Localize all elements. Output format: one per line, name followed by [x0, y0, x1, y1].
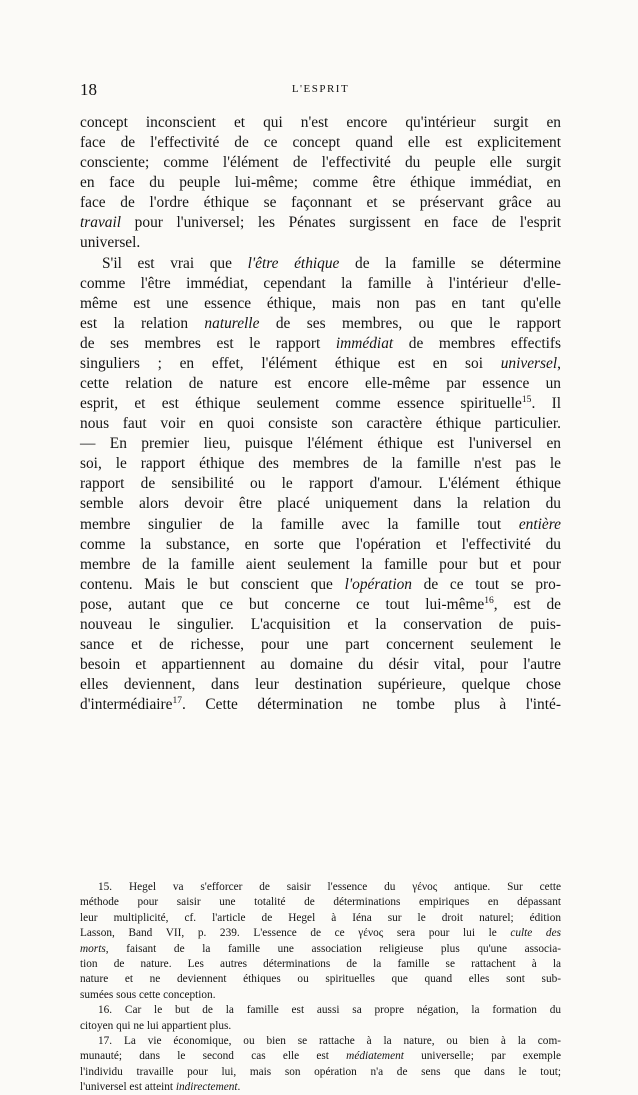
text-segment: , est de — [493, 595, 561, 613]
text-line — [80, 314, 561, 334]
footnotes — [80, 880, 561, 1095]
text-segment: universel. — [80, 234, 141, 252]
footnote-line — [80, 895, 561, 910]
text-segment: munauté; dans le second cas elle est — [80, 1050, 347, 1063]
italic-text: naturelle — [204, 314, 260, 332]
text-segment: de membres effectifs — [393, 334, 561, 352]
text-segment: rapport de sensibilité ou le rapport d'amour. L'élément éthique — [80, 475, 561, 493]
text-line — [80, 334, 561, 354]
footnote-line — [80, 1049, 561, 1064]
footnote-line — [80, 942, 561, 957]
text-line — [80, 254, 561, 274]
text-segment: de ses membres est le rapport — [80, 334, 336, 352]
text-line — [80, 474, 561, 494]
italic-text: culte des — [510, 927, 561, 940]
text-segment: contenu. Mais le but conscient que — [80, 575, 345, 593]
text-segment: l'individu travaille pour lui, mais son opération n'a de sens que dans le tout; — [80, 1065, 561, 1078]
italic-text: indirectement — [175, 1081, 238, 1094]
text-segment: citoyen qui ne lui appartient plus. — [80, 1019, 232, 1032]
italic-text: médiatement — [346, 1050, 404, 1063]
text-line — [80, 374, 561, 394]
text-segment: comme la substance, en sorte que l'opération et l'effectivité du — [80, 535, 561, 553]
text-segment: leur multiplicité, cf. l'article de Hegel à Iéna sur le droit naturel; édition — [80, 911, 561, 924]
text-segment: de ce tout se pro- — [411, 575, 561, 593]
text-line — [80, 655, 561, 675]
footnote-reference: 16 — [484, 594, 494, 606]
footnote-line — [80, 957, 561, 972]
text-segment: 15. Hegel va s'efforcer de saisir l'essence du γένος antique. Sur cette — [98, 881, 561, 893]
text-segment: 16. Car le but de la famille est aussi sa propre négation, la formation du — [98, 1004, 561, 1017]
footnote-line — [80, 880, 561, 895]
text-segment: nous faut voir en quoi consiste son caractère éthique particulier. — [80, 415, 561, 433]
footnote-line — [80, 926, 561, 941]
text-segment: membre singulier de la famille avec la famille tout — [80, 515, 519, 533]
text-segment: sance et de richesse, pour une part concernent seulement le — [80, 636, 561, 654]
text-segment: nouveau le singulier. L'acquisition et la conservation de puis- — [80, 615, 561, 633]
text-segment: semble alors devoir être placé uniquement dans la relation du — [80, 495, 561, 513]
footnote-line — [80, 1034, 561, 1049]
text-line — [80, 294, 561, 314]
text-line — [80, 193, 561, 213]
footnote-line — [80, 911, 561, 926]
footnote-line — [80, 1003, 561, 1018]
text-segment: universelle; par exemple — [403, 1050, 561, 1063]
text-segment: . Cette détermination ne tombe plus à l'inté- — [182, 696, 561, 714]
text-segment: méthode pour saisir une totalité de déterminations empiriques en dépassant — [80, 896, 561, 909]
text-segment: . — [237, 1081, 241, 1094]
text-line — [80, 133, 561, 153]
italic-text: l'opération — [344, 575, 412, 593]
text-segment: consciente; comme l'élément de l'effectivité du peuple elle surgit — [80, 154, 561, 172]
footnote-line — [80, 988, 561, 1003]
italic-text: universel — [500, 354, 558, 372]
text-segment: l'universel est atteint — [80, 1081, 176, 1094]
text-line — [80, 153, 561, 173]
text-segment: de ses membres, ou que le rapport — [259, 314, 561, 332]
text-line — [80, 515, 561, 535]
footnote-reference: 15 — [521, 393, 532, 405]
text-line — [80, 615, 561, 635]
footnote-line — [80, 972, 561, 987]
text-line — [80, 575, 561, 595]
footnote-line — [80, 1080, 561, 1095]
italic-text: morts — [80, 942, 106, 955]
footnote-line — [80, 1065, 561, 1080]
text-segment: est la relation — [80, 314, 205, 332]
text-line — [80, 454, 561, 474]
text-line — [80, 213, 561, 233]
text-line — [80, 233, 561, 253]
text-segment: face de l'ordre éthique se façonnant et se préservant grâce au — [80, 194, 561, 212]
main-text — [80, 113, 561, 715]
text-line — [80, 394, 561, 414]
text-line — [80, 635, 561, 655]
footnote-reference: 17 — [172, 695, 183, 707]
page-number: 18 — [80, 80, 97, 99]
text-segment: comme l'être immédiat, cependant la famille à l'intérieur d'elle- — [80, 274, 561, 292]
text-line — [80, 494, 561, 514]
italic-text: entière — [518, 515, 561, 533]
text-segment: elles deviennent, dans leur destination supérieure, quelque chose — [80, 676, 561, 694]
text-line — [80, 675, 561, 695]
text-line — [80, 274, 561, 294]
text-segment: pose, autant que ce but concerne ce tout lui-même — [80, 595, 485, 613]
text-segment: . Il — [531, 395, 561, 413]
running-title: L'ESPRIT — [291, 83, 350, 95]
italic-text: travail — [80, 214, 122, 232]
text-segment: esprit, et est éthique seulement comme essence spirituelle — [80, 395, 522, 413]
text-line — [80, 695, 561, 715]
text-segment: besoin et appartiennent au domaine du désir vital, pour l'autre — [80, 656, 561, 674]
text-segment: tion de nature. Les autres déterminations de la famille se rattachent à la — [80, 957, 561, 970]
text-line — [80, 555, 561, 575]
italic-text: l'être éthique — [247, 254, 340, 272]
text-segment: Lasson, Band VII, p. 239. L'essence de ce γένος sera pour lui le — [80, 927, 511, 940]
text-line — [80, 113, 561, 133]
page-header — [80, 80, 561, 102]
text-line — [80, 354, 561, 374]
text-segment: singuliers ; en effet, l'élément éthique est en soi — [80, 354, 501, 372]
footnote-line — [80, 1019, 561, 1034]
text-segment: concept inconscient et qui n'est encore qu'intérieur surgit en — [80, 114, 561, 131]
text-segment: , faisant de la famille une association religieuse plus qu'une associa- — [105, 942, 561, 955]
text-segment: membre de la famille aient seulement la famille pour but et pour — [80, 555, 561, 573]
text-line — [80, 535, 561, 555]
text-segment: face de l'effectivité de ce concept quand elle est explicitement — [80, 134, 561, 152]
text-line — [80, 173, 561, 193]
text-segment: , — [557, 354, 561, 372]
text-segment: S'il est vrai que — [102, 254, 248, 272]
text-segment: pour l'universel; les Pénates surgissent en face de l'esprit — [121, 214, 561, 232]
italic-text: immédiat — [335, 334, 394, 352]
text-segment: sumées sous cette conception. — [80, 988, 216, 1001]
text-line — [80, 434, 561, 454]
text-segment: cette relation de nature est encore elle-même par essence un — [80, 375, 561, 393]
text-segment: soi, le rapport éthique des membres de la famille n'est pas le — [80, 455, 561, 473]
text-line — [80, 595, 561, 615]
text-segment: — En premier lieu, puisque l'élément éthique est l'universel en — [80, 435, 561, 453]
text-line — [80, 414, 561, 434]
text-segment: 17. La vie économique, ou bien se rattache à la nature, ou bien à la com- — [98, 1034, 561, 1047]
text-segment: en face du peuple lui-même; comme être éthique immédiat, en — [80, 174, 561, 192]
text-segment: nature et ne deviennent éthiques ou spirituelles que quand elles sont sub- — [80, 973, 561, 986]
text-segment: d'intermédiaire — [80, 696, 173, 714]
text-segment: de la famille se détermine — [339, 254, 562, 272]
text-segment: même est une essence éthique, mais non pas en tant qu'elle — [80, 294, 561, 312]
